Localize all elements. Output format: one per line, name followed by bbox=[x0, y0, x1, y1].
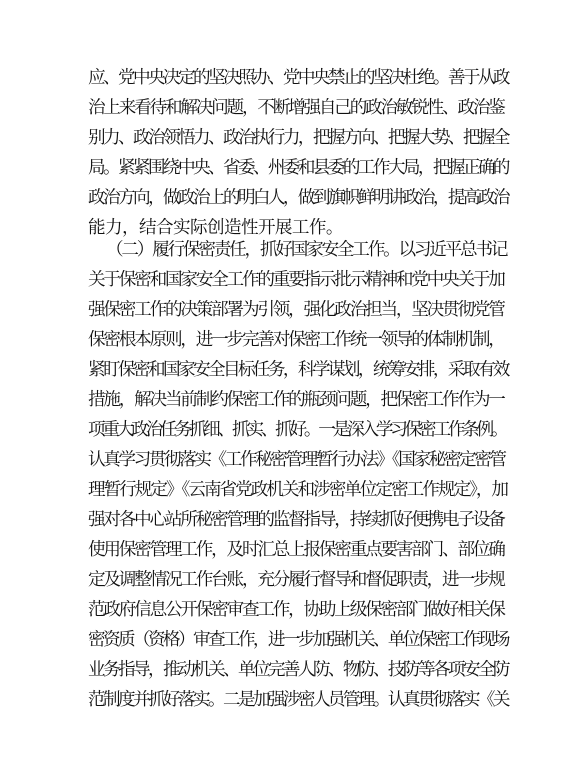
text-line: 业务指导，推动机关、单位完善人防、物防、技防等各项安全防 bbox=[88, 660, 508, 680]
paragraph-2 bbox=[88, 235, 508, 715]
text-line: 使用保密管理工作，及时汇总上报保密重点要害部门、部位确 bbox=[88, 540, 504, 560]
paragraph-1 bbox=[88, 63, 508, 243]
text-line: 应、党中央决定的坚决照办、党中央禁止的坚决杜绝。善于从政 bbox=[88, 68, 508, 88]
text-line: 定及调整情况工作台账，充分履行督导和督促职责，进一步规 bbox=[88, 570, 504, 590]
text-line: 保密根本原则，进一步完善对保密工作统一领导的体制机制， bbox=[88, 330, 504, 350]
text-line: 措施，解决当前制约保密工作的瓶颈问题，把保密工作作为一 bbox=[88, 390, 504, 410]
text-line: 项重大政治任务抓细、抓实、抓好。一是深入学习保密工作条例。 bbox=[88, 420, 506, 440]
text-line: 局。紧紧围绕中央、省委、州委和县委的工作大局，把握正确的 bbox=[88, 158, 508, 178]
text-line: 能力，结合实际创造性开展工作。 bbox=[88, 218, 343, 238]
text-line: 密资质（资格）审查工作，进一步加强机关、单位保密工作现场 bbox=[88, 630, 508, 650]
text-line: 紧盯保密和国家安全目标任务，科学谋划，统筹安排，采取有效 bbox=[88, 360, 508, 380]
text-line: 范政府信息公开保密审查工作，协助上级保密部门做好相关保 bbox=[88, 600, 504, 620]
text-line: 关于保密和国家安全工作的重要指示批示精神和党中央关于加 bbox=[88, 270, 504, 290]
text-line: 政治方向，做政治上的明白人，做到旗帜鲜明讲政治，提高政治 bbox=[88, 188, 508, 208]
text-line: 治上来看待和解决问题，不断增强自己的政治敏锐性、政治鉴 bbox=[88, 98, 504, 118]
text-line: 强对各中心站所秘密管理的监督指导，持续抓好便携电子设备 bbox=[88, 510, 504, 530]
text-line: 认真学习贯彻落实《工作秘密管理暂行办法》《国家秘密定密管 bbox=[88, 450, 505, 470]
section-heading-line: （二）履行保密责任，抓好国家安全工作。以习近平总书记 bbox=[106, 240, 507, 260]
text-line: 强保密工作的决策部署为引领，强化政治担当，坚决贯彻党管 bbox=[88, 300, 504, 320]
text-line: 理暂行规定》《云南省党政机关和涉密单位定密工作规定》，加 bbox=[88, 480, 508, 500]
text-line: 范制度并抓好落实。二是加强涉密人员管理。认真贯彻落实《关 bbox=[88, 690, 508, 710]
text-line: 别力、政治领悟力、政治执行力，把握方向、把握大势、把握全 bbox=[88, 128, 508, 148]
